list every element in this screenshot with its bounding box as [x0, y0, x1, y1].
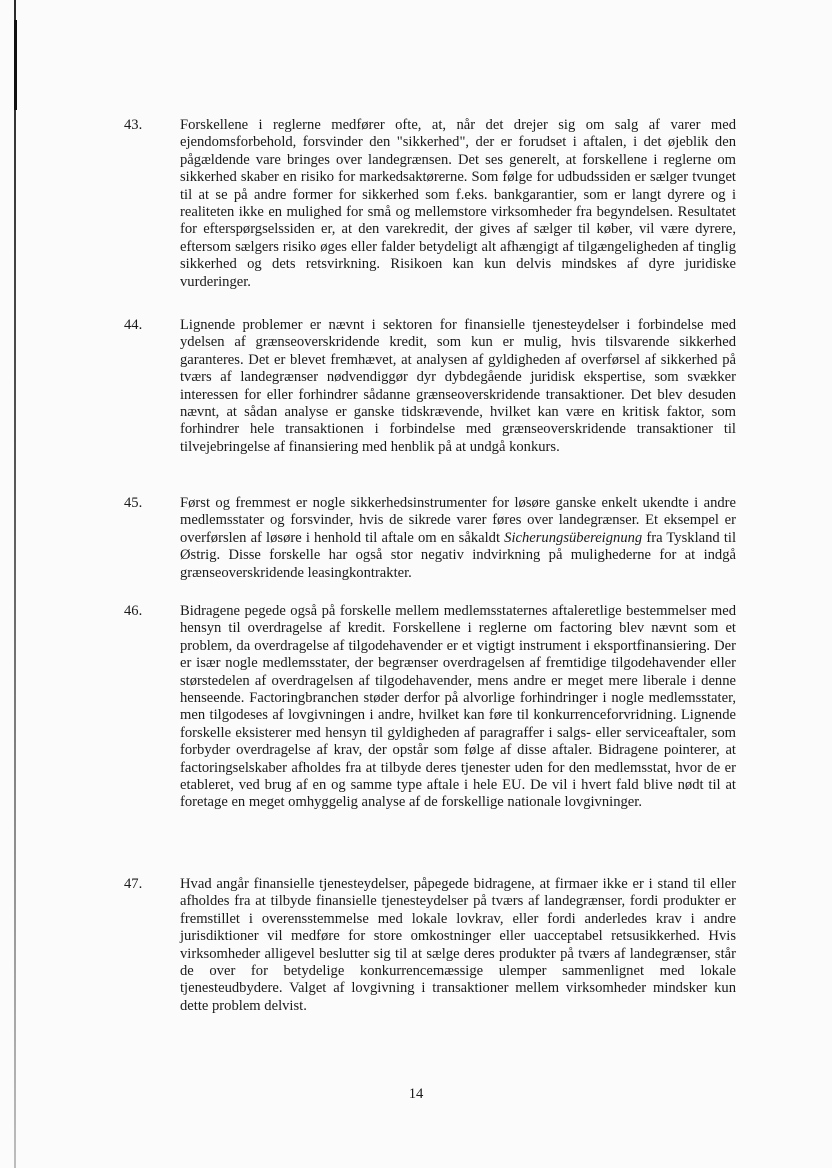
paragraph-44 [124, 317, 736, 456]
paragraph-number: 44. [124, 317, 143, 333]
italic-term: Sicherungsübereignung [504, 529, 643, 546]
paragraph-text: Lignende problemer er nævnt i sektoren for finansielle tjenesteydelser i forbindelse med ydelsen af grænseoverskridende kredit, som kun er mulig, hvis tilsvarende sikkerhed garanteres. Det er blevet fremhævet, at analysen af gyldigheden af overførsel af sikkerhed på tværs af landegrænser nødvendiggør dyr dybdegående juridisk ekspertise, som svækker interessen for eller forhindrer sådanne grænseoverskridende transaktioner. Det blev desuden nævnt, at sådan analyse er ganske tidskrævende, hvilket kan være en kritisk faktor, som forhindrer hele transaktionen i forbindelse med grænseoverskridende transaktioner til tilvejebringelse af finansiering med henblik på at undgå konkurs. [180, 317, 736, 455]
page-number: 14 [408, 1086, 424, 1102]
paragraph-number: 46. [124, 603, 143, 619]
paragraph-text: Bidragene pegede også på forskelle mellem medlemsstaternes aftaleretlige bestemmelser med hensyn til overdragelse af kredit. Forskellene i reglerne om factoring blev nævnt som et problem, da overdragelse af tilgodehavender er et vigtigt instrument i eksportfinansiering. Der er især nogle medlemsstater, der begrænser overdragelsen af fremtidige tilgodehavender eller størstedelen af overdragelsen af tilgodehavender, mens andre er meget mere liberale i denne henseende. Factoringbranchen støder derfor på alvorlige forhindringer i nogle medlemsstater, men tilgodeses af lovgivningen i andre, hvilket kan føre til konkurrenceforvridning. Lignende forskelle eksisterer med hensyn til gyldigheden af paragraffer i salgs- eller serviceaftaler, som forbyder overdragelse af krav, der opstår som følge af disse aftaler. Bidragene pointerer, at factoringselskaber afholdes fra at tilbyde deres tjenester uden for den medlemsstat, hvor de er etableret, ved brug af en og samme type aftale i hele EU. De vil i hvert fald blive nødt til at foretage en meget omhyggelig analyse af de forskellige nationale lovgivninger. [180, 603, 736, 811]
paragraph-text-part: fra Tyskland til Østrig. Disse forskelle har også stor negativ indvirkning på mulighederne for at indgå grænseoverskridende leasingkontrakter. [180, 529, 736, 581]
paragraph-47 [124, 876, 736, 1015]
paragraph-number: 45. [124, 495, 143, 511]
paragraph-46 [124, 603, 736, 812]
paragraph-number: 43. [124, 117, 143, 133]
scan-edge-mark [14, 20, 17, 110]
paragraph-text-part: Først og fremmest er nogle sikkerhedsinstrumenter for løsøre ganske enkelt ukendte i andre medlemsstater og forsvinder, hvis de sikrede varer føres over landegrænser. Et eksempel er overførslen af løsøre i henhold til aftale om en såkaldt [180, 495, 736, 546]
paragraph-45 [124, 495, 736, 582]
paragraph-text [180, 495, 736, 582]
paragraph-text: Hvad angår finansielle tjenesteydelser, påpegede bidragene, at firmaer ikke er i stand til eller afholdes fra at tilbyde finansielle tjenesteydelser på tværs af landegrænser, fordi produkter er fremstillet i overensstemmelse med lokale lovkrav, eller fordi anderledes krav i andre jurisdiktioner vil medføre for store omkostninger eller uacceptabel retsusikkerhed. Hvis virksomheder alligevel beslutter sig til at sælge deres produkter på tværs af landegrænser, står de over for betydelige konkurrencemæssige ulemper sammenlignet med lokale tjenesteudbydere. Valget af lovgivning i transaktioner mellem virksomheder mindsker kun dette problem delvist. [180, 876, 736, 1014]
scan-edge-line [14, 0, 16, 1168]
paragraph-43 [124, 117, 736, 291]
paragraph-text: Forskellene i reglerne medfører ofte, at, når det drejer sig om salg af varer med ejendomsforbehold, forsvinder den "sikkerhed", der er forudset i aftalen, i det øjeblik den pågældende vare bringes over landegrænsen. Det ses generelt, at forskellene i reglerne om sikkerhed skaber en risiko for markedsaktørerne. Som følge for udbudssiden er sælger tvunget til at se på andre former for sikkerhed som f.eks. bankgarantier, som er langt dyrere og i realiteten ikke en mulighed for små og mellemstore virksomheder fra begyndelsen. Resultatet for efterspørgselssiden er, at den varekredit, der gives af sælger til køber, vil være dyrere, eftersom sælgers risiko øges eller falder betydeligt alt afhængigt af tilgængeligheden af tinglig sikkerhed og dets retsvirkning. Risikoen kan kun delvis mindskes af dyre juridiske vurderinger. [180, 117, 736, 290]
paragraph-number: 47. [124, 876, 143, 892]
